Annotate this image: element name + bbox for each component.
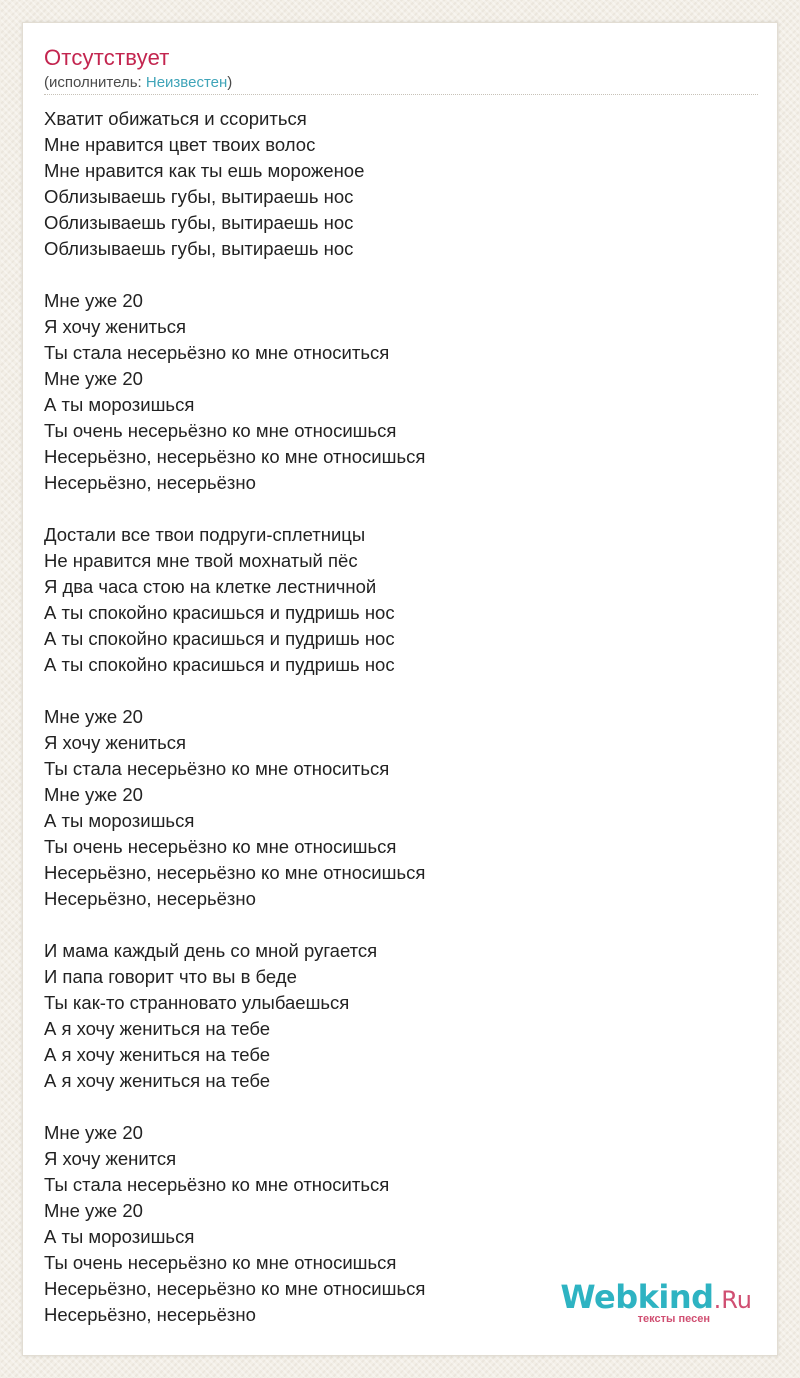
artist-prefix: (исполнитель: <box>44 74 146 91</box>
lyric-line: И папа говорит что вы в беде <box>44 966 297 987</box>
lyric-line: Ты как-то странновато улыбаешься <box>44 992 350 1013</box>
lyric-line: Ты очень несерьёзно ко мне относишься <box>44 836 397 857</box>
lyric-line: Не нравится мне твой мохнатый пёс <box>44 550 358 571</box>
lyric-line: Достали все твои подруги-сплетницы <box>44 524 366 545</box>
verse-3 <box>44 938 744 1094</box>
lyric-line: Я два часа стою на клетке лестничной <box>44 576 377 597</box>
logo-tld: .Ru <box>713 1286 752 1314</box>
lyric-line: Мне уже 20 <box>44 368 143 389</box>
lyric-line: Несерьёзно, несерьёзно ко мне относишься <box>44 1278 426 1299</box>
lyric-line: А ты спокойно красишься и пудришь нос <box>44 654 395 675</box>
lyric-line: Ты стала несерьёзно ко мне относиться <box>44 1174 390 1195</box>
artist-line <box>44 73 232 93</box>
lyrics-text <box>44 106 744 1354</box>
lyric-line: Мне уже 20 <box>44 1200 143 1221</box>
verse-2 <box>44 522 744 678</box>
lyrics-card <box>22 22 778 1356</box>
lyric-line: Мне уже 20 <box>44 290 143 311</box>
lyric-line: Ты очень несерьёзно ко мне относишься <box>44 420 397 441</box>
lyric-line: Я хочу женится <box>44 1148 177 1169</box>
lyric-line: А я хочу жениться на тебе <box>44 1070 270 1091</box>
lyric-line: А ты спокойно красишься и пудришь нос <box>44 602 395 623</box>
chorus-2 <box>44 704 744 912</box>
lyric-line: Мне нравится как ты ешь мороженое <box>44 160 365 181</box>
lyric-line: А я хочу жениться на тебе <box>44 1018 270 1039</box>
song-title: Отсутствует <box>44 45 170 70</box>
artist-suffix: ) <box>227 74 233 91</box>
lyric-line: Я хочу жениться <box>44 316 187 337</box>
lyric-line: А ты спокойно красишься и пудришь нос <box>44 628 395 649</box>
lyric-line: И мама каждый день со мной ругается <box>44 940 378 961</box>
logo-main-text: Webkind <box>560 1278 714 1316</box>
lyric-line: Хватит обижаться и ссориться <box>44 108 307 129</box>
lyric-line: Ты стала несерьёзно ко мне относиться <box>44 758 390 779</box>
lyric-line: А ты морозишься <box>44 1226 195 1247</box>
lyric-line: Мне уже 20 <box>44 706 143 727</box>
lyric-line: Мне нравится цвет твоих волос <box>44 134 316 155</box>
lyric-line: Несерьёзно, несерьёзно <box>44 888 256 909</box>
lyric-line: Ты очень несерьёзно ко мне относишься <box>44 1252 397 1273</box>
artist-link[interactable]: Неизвестен <box>145 74 228 91</box>
lyric-line: Несерьёзно, несерьёзно <box>44 1304 256 1325</box>
logo-tagline: тексты песен <box>637 1313 710 1325</box>
webkind-logo[interactable] <box>552 1279 752 1329</box>
lyric-line: А я хочу жениться на тебе <box>44 1044 270 1065</box>
lyric-line: Мне уже 20 <box>44 784 143 805</box>
title-divider <box>44 94 758 95</box>
lyric-line: Облизываешь губы, вытираешь нос <box>44 186 354 207</box>
lyric-line: А ты морозишься <box>44 394 195 415</box>
lyric-line: Несерьёзно, несерьёзно ко мне относишься <box>44 446 426 467</box>
lyric-line: Облизываешь губы, вытираешь нос <box>44 238 354 259</box>
lyric-line: Мне уже 20 <box>44 1122 143 1143</box>
lyric-line: Ты стала несерьёзно ко мне относиться <box>44 342 390 363</box>
lyric-line: Облизываешь губы, вытираешь нос <box>44 212 354 233</box>
verse-1 <box>44 106 744 262</box>
lyric-line: Несерьёзно, несерьёзно <box>44 472 256 493</box>
lyric-line: Несерьёзно, несерьёзно ко мне относишься <box>44 862 426 883</box>
lyric-line: Я хочу жениться <box>44 732 187 753</box>
lyric-line: А ты морозишься <box>44 810 195 831</box>
chorus-1 <box>44 288 744 496</box>
